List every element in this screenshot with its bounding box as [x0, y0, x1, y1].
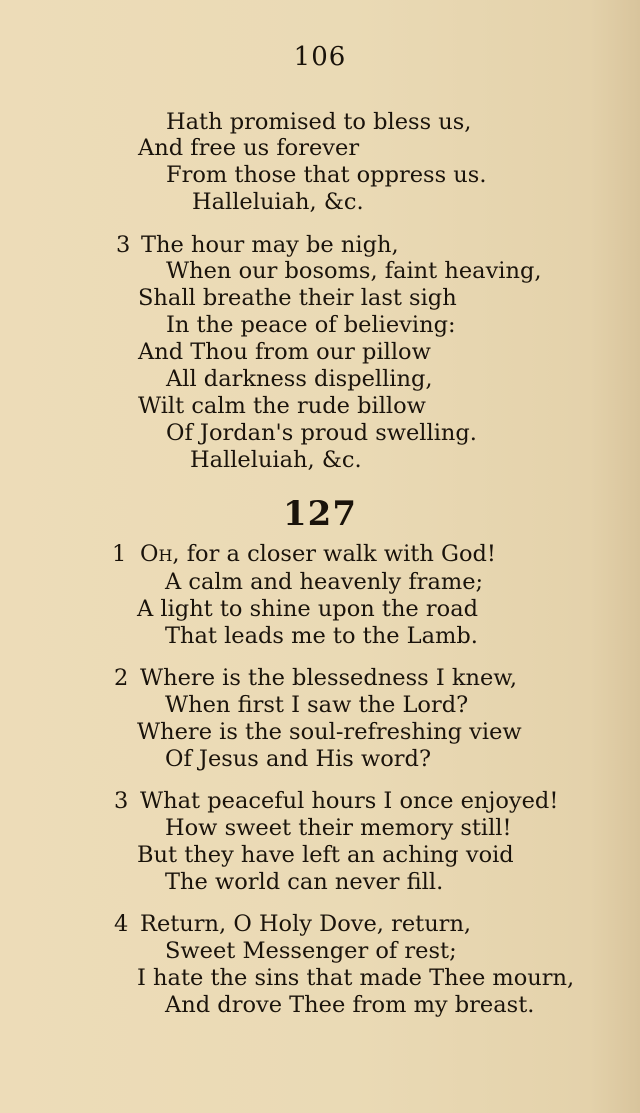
verse-line: But they have left an aching void — [137, 842, 514, 868]
verse-line: From those that oppress us. — [166, 162, 487, 188]
stanza-number: 3 — [116, 232, 131, 258]
verse-line: A calm and heavenly frame; — [165, 569, 484, 595]
verse-line: Shall breathe their last sigh — [138, 285, 457, 311]
page-number: 106 — [293, 42, 347, 72]
stanza-number: 2 — [114, 665, 129, 691]
verse-line: All darkness dispelling, — [166, 366, 433, 392]
verse-line: Hath promised to bless us, — [166, 109, 472, 135]
drop-initial: O — [140, 541, 159, 567]
verse-line: And drove Thee from my breast. — [165, 992, 535, 1018]
stanza-number: 1 — [112, 541, 127, 567]
verse-line: When first I saw the Lord? — [165, 692, 469, 718]
verse-line: That leads me to the Lamb. — [165, 623, 478, 649]
small-caps-word: h, — [158, 541, 180, 567]
verse-line: Where is the blessedness I knew, — [140, 665, 518, 691]
refrain-line: Halleluiah, &c. — [192, 189, 364, 215]
verse-line: The world can never fill. — [165, 869, 444, 895]
verse-line: Wilt calm the rude billow — [138, 393, 426, 419]
stanza-number: 3 — [114, 788, 129, 814]
verse-line-text: for a closer walk with God! — [186, 541, 496, 567]
verse-line: How sweet their memory still! — [165, 815, 512, 841]
verse-line: And Thou from our pillow — [138, 339, 431, 365]
verse-line: I hate the sins that made Thee mourn, — [137, 965, 575, 991]
stanza-number: 4 — [114, 911, 129, 937]
hymn-number: 127 — [283, 494, 357, 534]
verse-line: What peaceful hours I once enjoyed! — [140, 788, 559, 814]
verse-line — [140, 540, 496, 568]
verse-line: Where is the soul-refreshing view — [137, 719, 522, 745]
verse-line: Of Jordan's proud swelling. — [166, 420, 477, 446]
verse-line: Sweet Messenger of rest; — [165, 938, 457, 964]
verse-line: Of Jesus and His word? — [165, 746, 432, 772]
verse-line: In the peace of believing: — [166, 312, 456, 338]
verse-line: Return, O Holy Dove, return, — [140, 911, 472, 937]
refrain-line: Halleluiah, &c. — [190, 447, 362, 473]
verse-line: The hour may be nigh, — [141, 232, 399, 258]
verse-line: When our bosoms, faint heaving, — [166, 258, 542, 284]
verse-line: And free us forever — [138, 135, 360, 161]
verse-line: A light to shine upon the road — [137, 596, 479, 622]
